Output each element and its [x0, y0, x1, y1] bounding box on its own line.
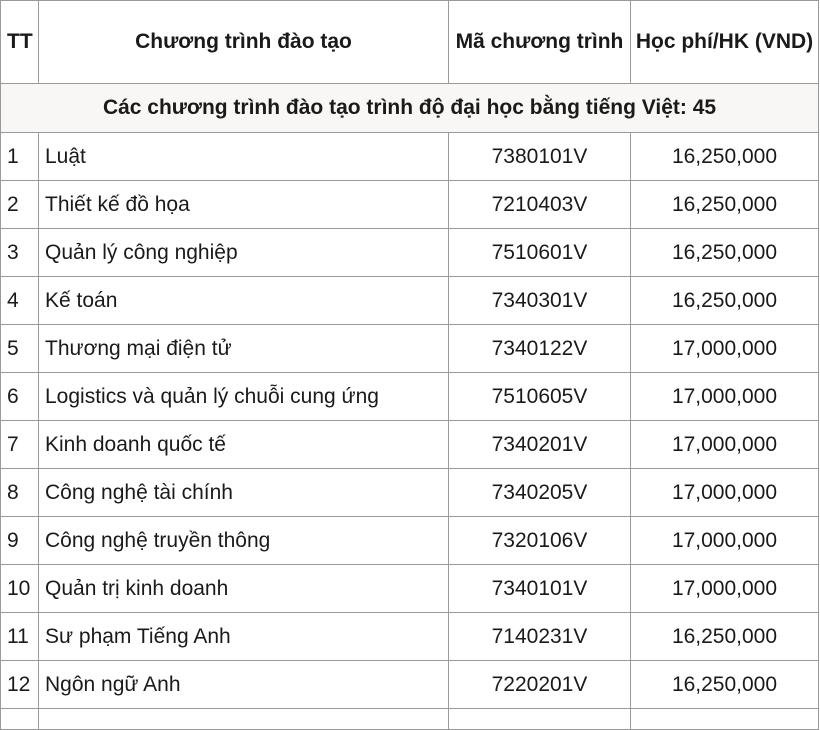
program-code: 7210403V [449, 181, 631, 229]
table-row [1, 469, 819, 517]
header-fee: Học phí/HK (VND) [631, 1, 819, 84]
program-code: 7510601V [449, 229, 631, 277]
table-row [1, 229, 819, 277]
table-row [1, 565, 819, 613]
table-row [1, 277, 819, 325]
program-name: Công nghệ truyền thông [39, 517, 449, 565]
table-row [1, 373, 819, 421]
program-code: 7340301V [449, 277, 631, 325]
program-code: 7220201V [449, 661, 631, 709]
tuition-fee: 17,000,000 [631, 517, 819, 565]
table-row [1, 325, 819, 373]
table-row [1, 421, 819, 469]
program-code: 7380101V [449, 133, 631, 181]
program-code: 7510605V [449, 373, 631, 421]
tuition-fee: 16,250,000 [631, 181, 819, 229]
program-name: Kinh doanh quốc tế [39, 421, 449, 469]
tuition-fee: 16,250,000 [631, 277, 819, 325]
table-row [1, 517, 819, 565]
header-program: Chương trình đào tạo [39, 1, 449, 84]
header-code: Mã chương trình [449, 1, 631, 84]
empty-cell [39, 709, 449, 730]
row-number: 2 [1, 181, 39, 229]
row-number: 5 [1, 325, 39, 373]
row-number: 4 [1, 277, 39, 325]
row-number: 3 [1, 229, 39, 277]
header-tt: TT [1, 1, 39, 84]
table-body [1, 84, 819, 730]
row-number: 6 [1, 373, 39, 421]
table-header-row [1, 1, 819, 84]
program-name: Sư phạm Tiếng Anh [39, 613, 449, 661]
row-number: 1 [1, 133, 39, 181]
empty-cell [1, 709, 39, 730]
section-row [1, 84, 819, 133]
row-number: 10 [1, 565, 39, 613]
tuition-fee: 16,250,000 [631, 613, 819, 661]
program-code: 7340101V [449, 565, 631, 613]
program-code: 7340122V [449, 325, 631, 373]
program-name: Quản lý công nghiệp [39, 229, 449, 277]
table-row [1, 181, 819, 229]
table-row [1, 661, 819, 709]
row-number: 12 [1, 661, 39, 709]
program-code: 7140231V [449, 613, 631, 661]
row-number: 8 [1, 469, 39, 517]
row-number: 11 [1, 613, 39, 661]
row-number: 9 [1, 517, 39, 565]
tuition-fee: 17,000,000 [631, 469, 819, 517]
program-name: Thiết kế đồ họa [39, 181, 449, 229]
tuition-fee: 16,250,000 [631, 133, 819, 181]
tuition-fee: 17,000,000 [631, 565, 819, 613]
table-row [1, 613, 819, 661]
program-name: Quản trị kinh doanh [39, 565, 449, 613]
program-code: 7340201V [449, 421, 631, 469]
program-name: Công nghệ tài chính [39, 469, 449, 517]
table-row [1, 133, 819, 181]
program-name: Ngôn ngữ Anh [39, 661, 449, 709]
section-title: Các chương trình đào tạo trình độ đại học bằng tiếng Việt: 45 [1, 84, 819, 133]
program-name: Thương mại điện tử [39, 325, 449, 373]
empty-cell [631, 709, 819, 730]
tuition-fee: 17,000,000 [631, 373, 819, 421]
program-name: Kế toán [39, 277, 449, 325]
program-name: Logistics và quản lý chuỗi cung ứng [39, 373, 449, 421]
program-name: Luật [39, 133, 449, 181]
row-number: 7 [1, 421, 39, 469]
tuition-fee: 17,000,000 [631, 421, 819, 469]
program-code: 7340205V [449, 469, 631, 517]
empty-cell [449, 709, 631, 730]
tuition-fee: 16,250,000 [631, 229, 819, 277]
tuition-fee: 17,000,000 [631, 325, 819, 373]
tuition-fee: 16,250,000 [631, 661, 819, 709]
program-code: 7320106V [449, 517, 631, 565]
table-row-partial [1, 709, 819, 730]
